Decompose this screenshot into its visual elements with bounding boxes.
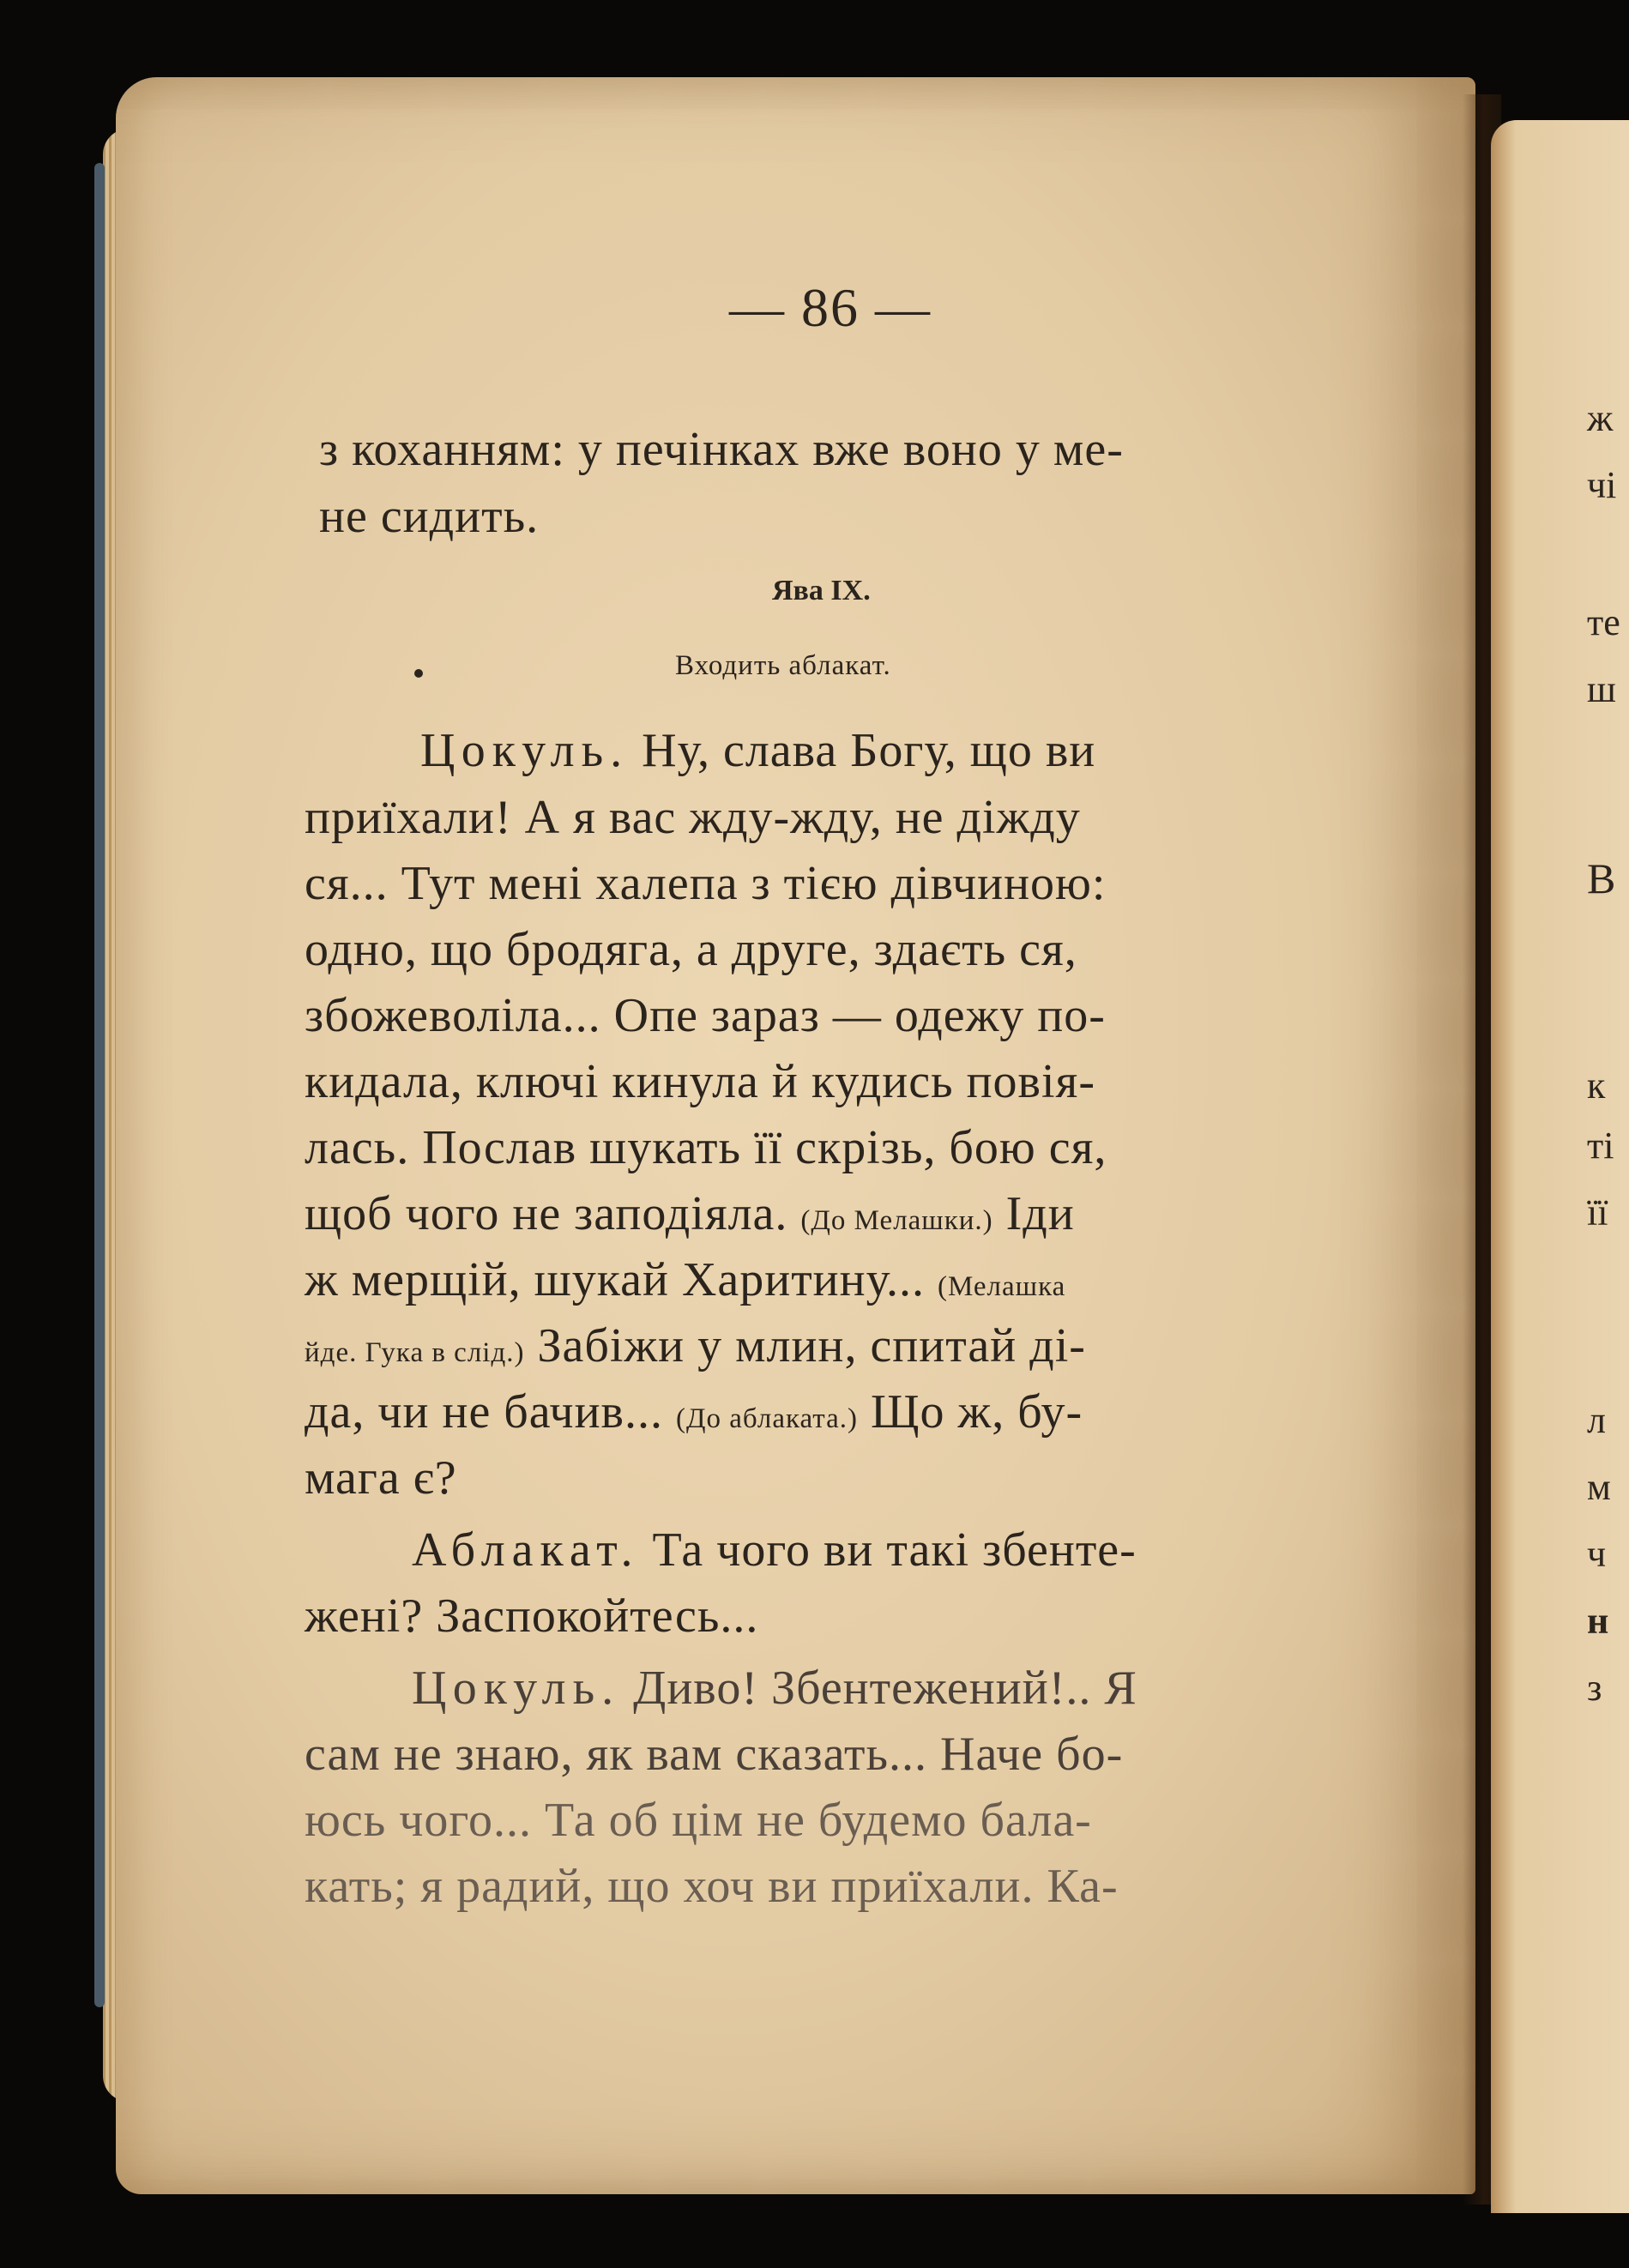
stage-direction-inline: (До Мелашки.) (800, 1205, 993, 1236)
ink-dot (414, 669, 423, 678)
next-page-fragment: її (1587, 1191, 1608, 1234)
next-page-fragment: ж (1587, 397, 1614, 439)
text-line: Цокуль. Ну, слава Богу, що ви (420, 724, 1096, 777)
text-line: сам не знаю, як вам сказать... Наче бо- (305, 1728, 1124, 1781)
text-line: кать; я радий, що хоч ви приїхали. Ка- (305, 1860, 1119, 1913)
next-page-fragment: ті (1587, 1125, 1614, 1167)
text-line: з коханням: у печінках вже воно у ме- (319, 423, 1124, 476)
speaker-name: Цокуль. (412, 1662, 621, 1715)
next-page-fragment: н (1587, 1600, 1609, 1642)
text-line: приїхали! А я вас жду-жду, не діжду (305, 791, 1081, 844)
stage-direction: Входить аблакат. (675, 650, 891, 681)
text-line: йде. Гука в слід.) Забіжи у млин, спитай ді- (305, 1319, 1086, 1372)
next-page-fragment: В (1587, 854, 1616, 902)
next-page-fragment: з (1587, 1667, 1602, 1709)
text-line: лась. Послав шукать її скрізь, бою ся, (305, 1121, 1107, 1174)
stage-direction-inline: йде. Гука в слід.) (305, 1337, 525, 1368)
stage-direction-inline: (Мелашка (938, 1271, 1066, 1302)
text-line: да, чи не бачив... (До аблаката.) Що ж, бу- (305, 1385, 1083, 1439)
text-line: щоб чого не заподіяла. (До Мелашки.) Іди (305, 1187, 1075, 1240)
text-line: кидала, ключі кинула й кудись повія- (305, 1055, 1095, 1108)
page-number: — 86 — (729, 277, 932, 338)
speaker-name: Цокуль. (420, 724, 630, 777)
scene-heading: Ява IX. (772, 575, 871, 606)
speaker-name: Аблакат. (412, 1523, 640, 1577)
text-line: одно, що бродяга, а друге, здаєть ся, (305, 923, 1077, 976)
text-line: юсь чого... Та об цім не будемо бала- (305, 1794, 1092, 1847)
next-page-fragment: те (1587, 601, 1620, 643)
text-line: Аблакат. Та чого ви такі збенте- (412, 1523, 1137, 1577)
text-line: Цокуль. Диво! Збентежений!.. Я (412, 1662, 1137, 1715)
next-page-fragment: л (1587, 1399, 1606, 1441)
text-line: збожеволіла... Опе зараз — одежу по- (305, 989, 1106, 1042)
text-line: жені? Заспокойтесь... (305, 1589, 759, 1643)
text-line: ся... Тут мені халепа з тією дівчиною: (305, 857, 1107, 910)
text-line: не сидить. (319, 490, 540, 543)
text-line: мага є? (305, 1451, 457, 1505)
next-page-fragment: ч (1587, 1533, 1607, 1575)
next-page-fragment: м (1587, 1466, 1611, 1508)
text-line: ж мерщій, шукай Харитину... (Мелашка (305, 1253, 1066, 1306)
next-page-fragment: чі (1587, 464, 1617, 506)
next-page-fragment: к (1587, 1065, 1606, 1107)
stage-direction-inline: (До аблаката.) (675, 1403, 859, 1434)
next-page-fragment: ш (1587, 668, 1616, 710)
